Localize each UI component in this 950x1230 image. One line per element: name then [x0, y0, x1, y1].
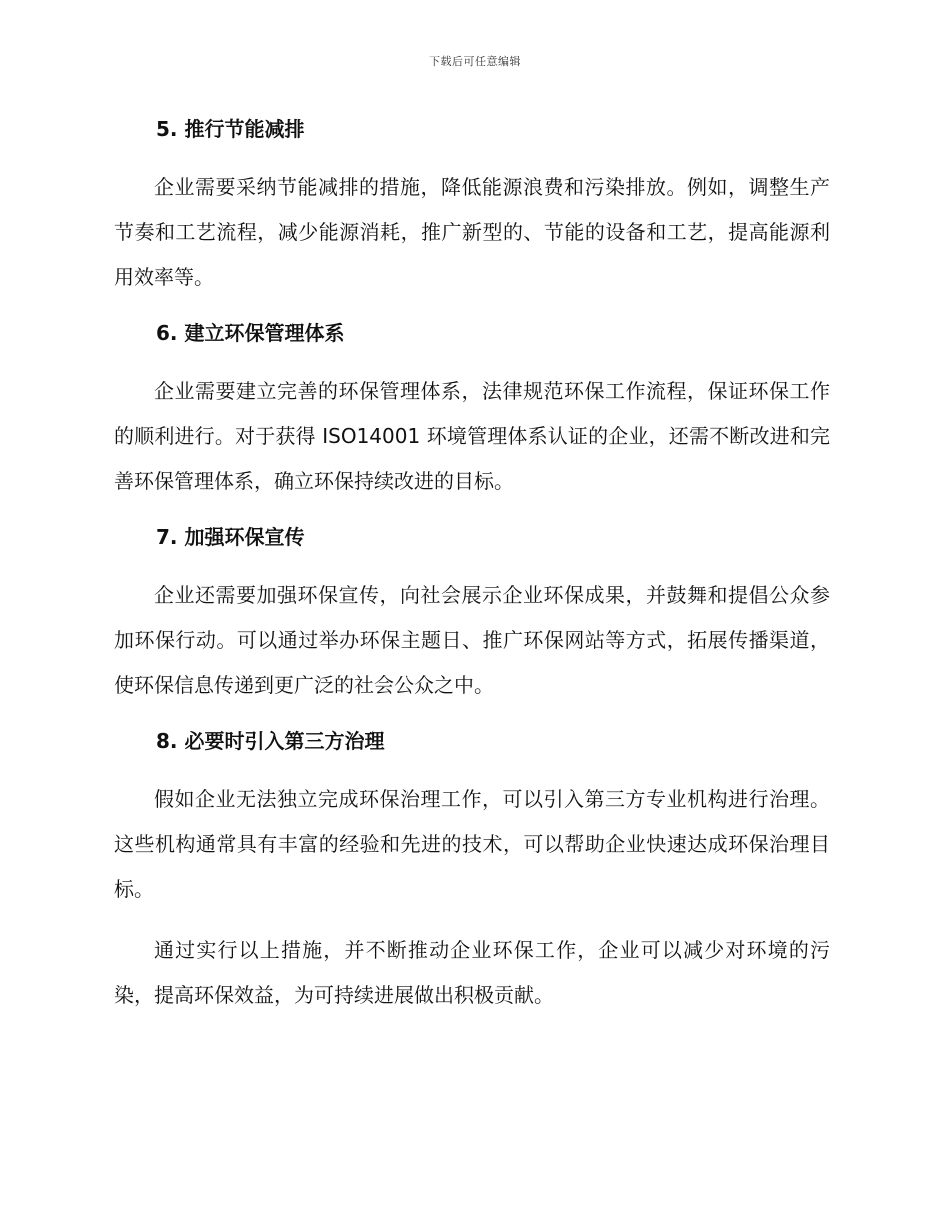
- section-paragraph-5: 企业需要采纳节能减排的措施，降低能源浪费和污染排放。例如，调整生产节奏和工艺流程，减少能源消耗，推广新型的、节能的设备和工艺，提高能源利用效率等。: [114, 175, 830, 289]
- conclusion-paragraph: 通过实行以上措施，并不断推动企业环保工作，企业可以减少对环境的污染，提高环保效益，为可持续进展做出积极贡献。: [114, 938, 830, 1007]
- section-paragraph-7: 企业还需要加强环保宣传，向社会展示企业环保成果，并鼓舞和提倡公众参加环保行动。可以通过举办环保主题日、推广环保网站等方式，拓展传播渠道，使环保信息传递到更广泛的社会公众之中。: [114, 583, 830, 697]
- document-body: [114, 112, 830, 1018]
- section-paragraph-6: 企业需要建立完善的环保管理体系，法律规范环保工作流程，保证环保工作的顺利进行。对于获得 ISO14001 环境管理体系认证的企业，还需不断改进和完善环保管理体系，确立环保持续改进的目标。: [114, 379, 830, 493]
- page-header: 下载后可任意编辑: [429, 55, 521, 68]
- section-heading-8: 8. 必要时引入第三方治理: [156, 729, 385, 753]
- section-paragraph-8: 假如企业无法独立完成环保治理工作，可以引入第三方专业机构进行治理。这些机构通常具有丰富的经验和先进的技术，可以帮助企业快速达成环保治理目标。: [114, 787, 830, 901]
- section-heading-6: 6. 建立环保管理体系: [156, 321, 345, 345]
- section-heading-5: 5. 推行节能减排: [156, 117, 305, 141]
- section-heading-7: 7. 加强环保宣传: [156, 525, 305, 549]
